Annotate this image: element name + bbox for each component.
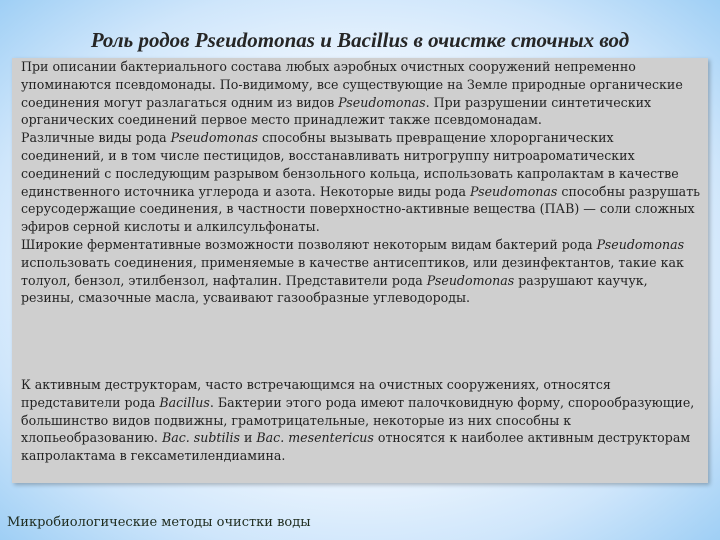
- species-name: Bac. mesentericus: [256, 430, 374, 446]
- paragraph-pseudomonas-transformations: [21, 129, 700, 236]
- text-run: . Бактерии этого рода имеют палочковидную форму, спорообразующие, большинство видов подвижны, грамотрицательные, некоторые из них способны к хлопьеобразованию.: [21, 394, 695, 446]
- text-run: способны разрушать серусодержащие соединения, в частности поверхностно-активные вещества (ПАВ) — соли сложных эфиров серной кислоты и алкилсульфонаты.: [21, 183, 701, 235]
- text-run: способны вызывать превращение хлорорганических соединений, и в том числе пестицидов, восстанавливать нитрогруппу нитроароматических соединений с последующим разрывом бензольного кольца, использовать капролактам в качестве единственного источника углерода и азота. Некоторые виды рода: [21, 130, 679, 199]
- text-run: К активным деструкторам, часто встречающимся на очистных сооружениях, относятся представители рода: [21, 377, 611, 410]
- slide-footer: Микробиологические методы очистки воды: [7, 515, 311, 530]
- text-run: Различные виды рода: [21, 130, 171, 146]
- text-run: относятся к наиболее активным деструкторам капролактама в гексаметилендиамина.: [21, 430, 691, 464]
- paragraph-pseudomonas-enzymes: [21, 236, 700, 307]
- text-run: Широкие ферментативные возможности позволяют некоторым видам бактерий рода: [21, 236, 597, 252]
- paragraph-pseudomonas-intro: [21, 58, 700, 129]
- genus-name: Pseudomonas: [596, 236, 685, 252]
- content-panel: [12, 58, 708, 483]
- bacillus-text-block: [21, 376, 700, 465]
- species-name: Bac. subtilis: [161, 430, 241, 446]
- slide-title: Роль родов Pseudomonas и Bacillus в очистке сточных вод: [90, 28, 630, 52]
- paragraph-bacillus: [21, 376, 700, 465]
- text-run: и: [240, 430, 257, 446]
- pseudomonas-text-block: [21, 58, 700, 307]
- text-run: разрушают каучук, резины, смазочные масла, усваивают газообразные углеводороды.: [21, 272, 648, 306]
- genus-name: Bacillus: [159, 394, 210, 410]
- genus-name: Pseudomonas: [338, 94, 426, 110]
- text-run: использовать соединения, применяемые в качестве антисептиков, или дезинфектантов, такие как толуол, бензол, этилбензол, нафталин. Представители рода: [21, 254, 684, 288]
- genus-name: Pseudomonas: [426, 272, 515, 288]
- text-run: . При разрушении синтетических органических соединений первое место принадлежит также псевдомонадам.: [21, 94, 652, 128]
- genus-name: Pseudomonas: [469, 183, 558, 199]
- genus-name: Pseudomonas: [170, 130, 259, 146]
- text-run: При описании бактериального состава любых аэробных очистных сооружений непременно упоминаются псевдомонады. По-видимому, все существующие на Земле природные органические соединения могут разлагаться одним из видов: [21, 59, 683, 110]
